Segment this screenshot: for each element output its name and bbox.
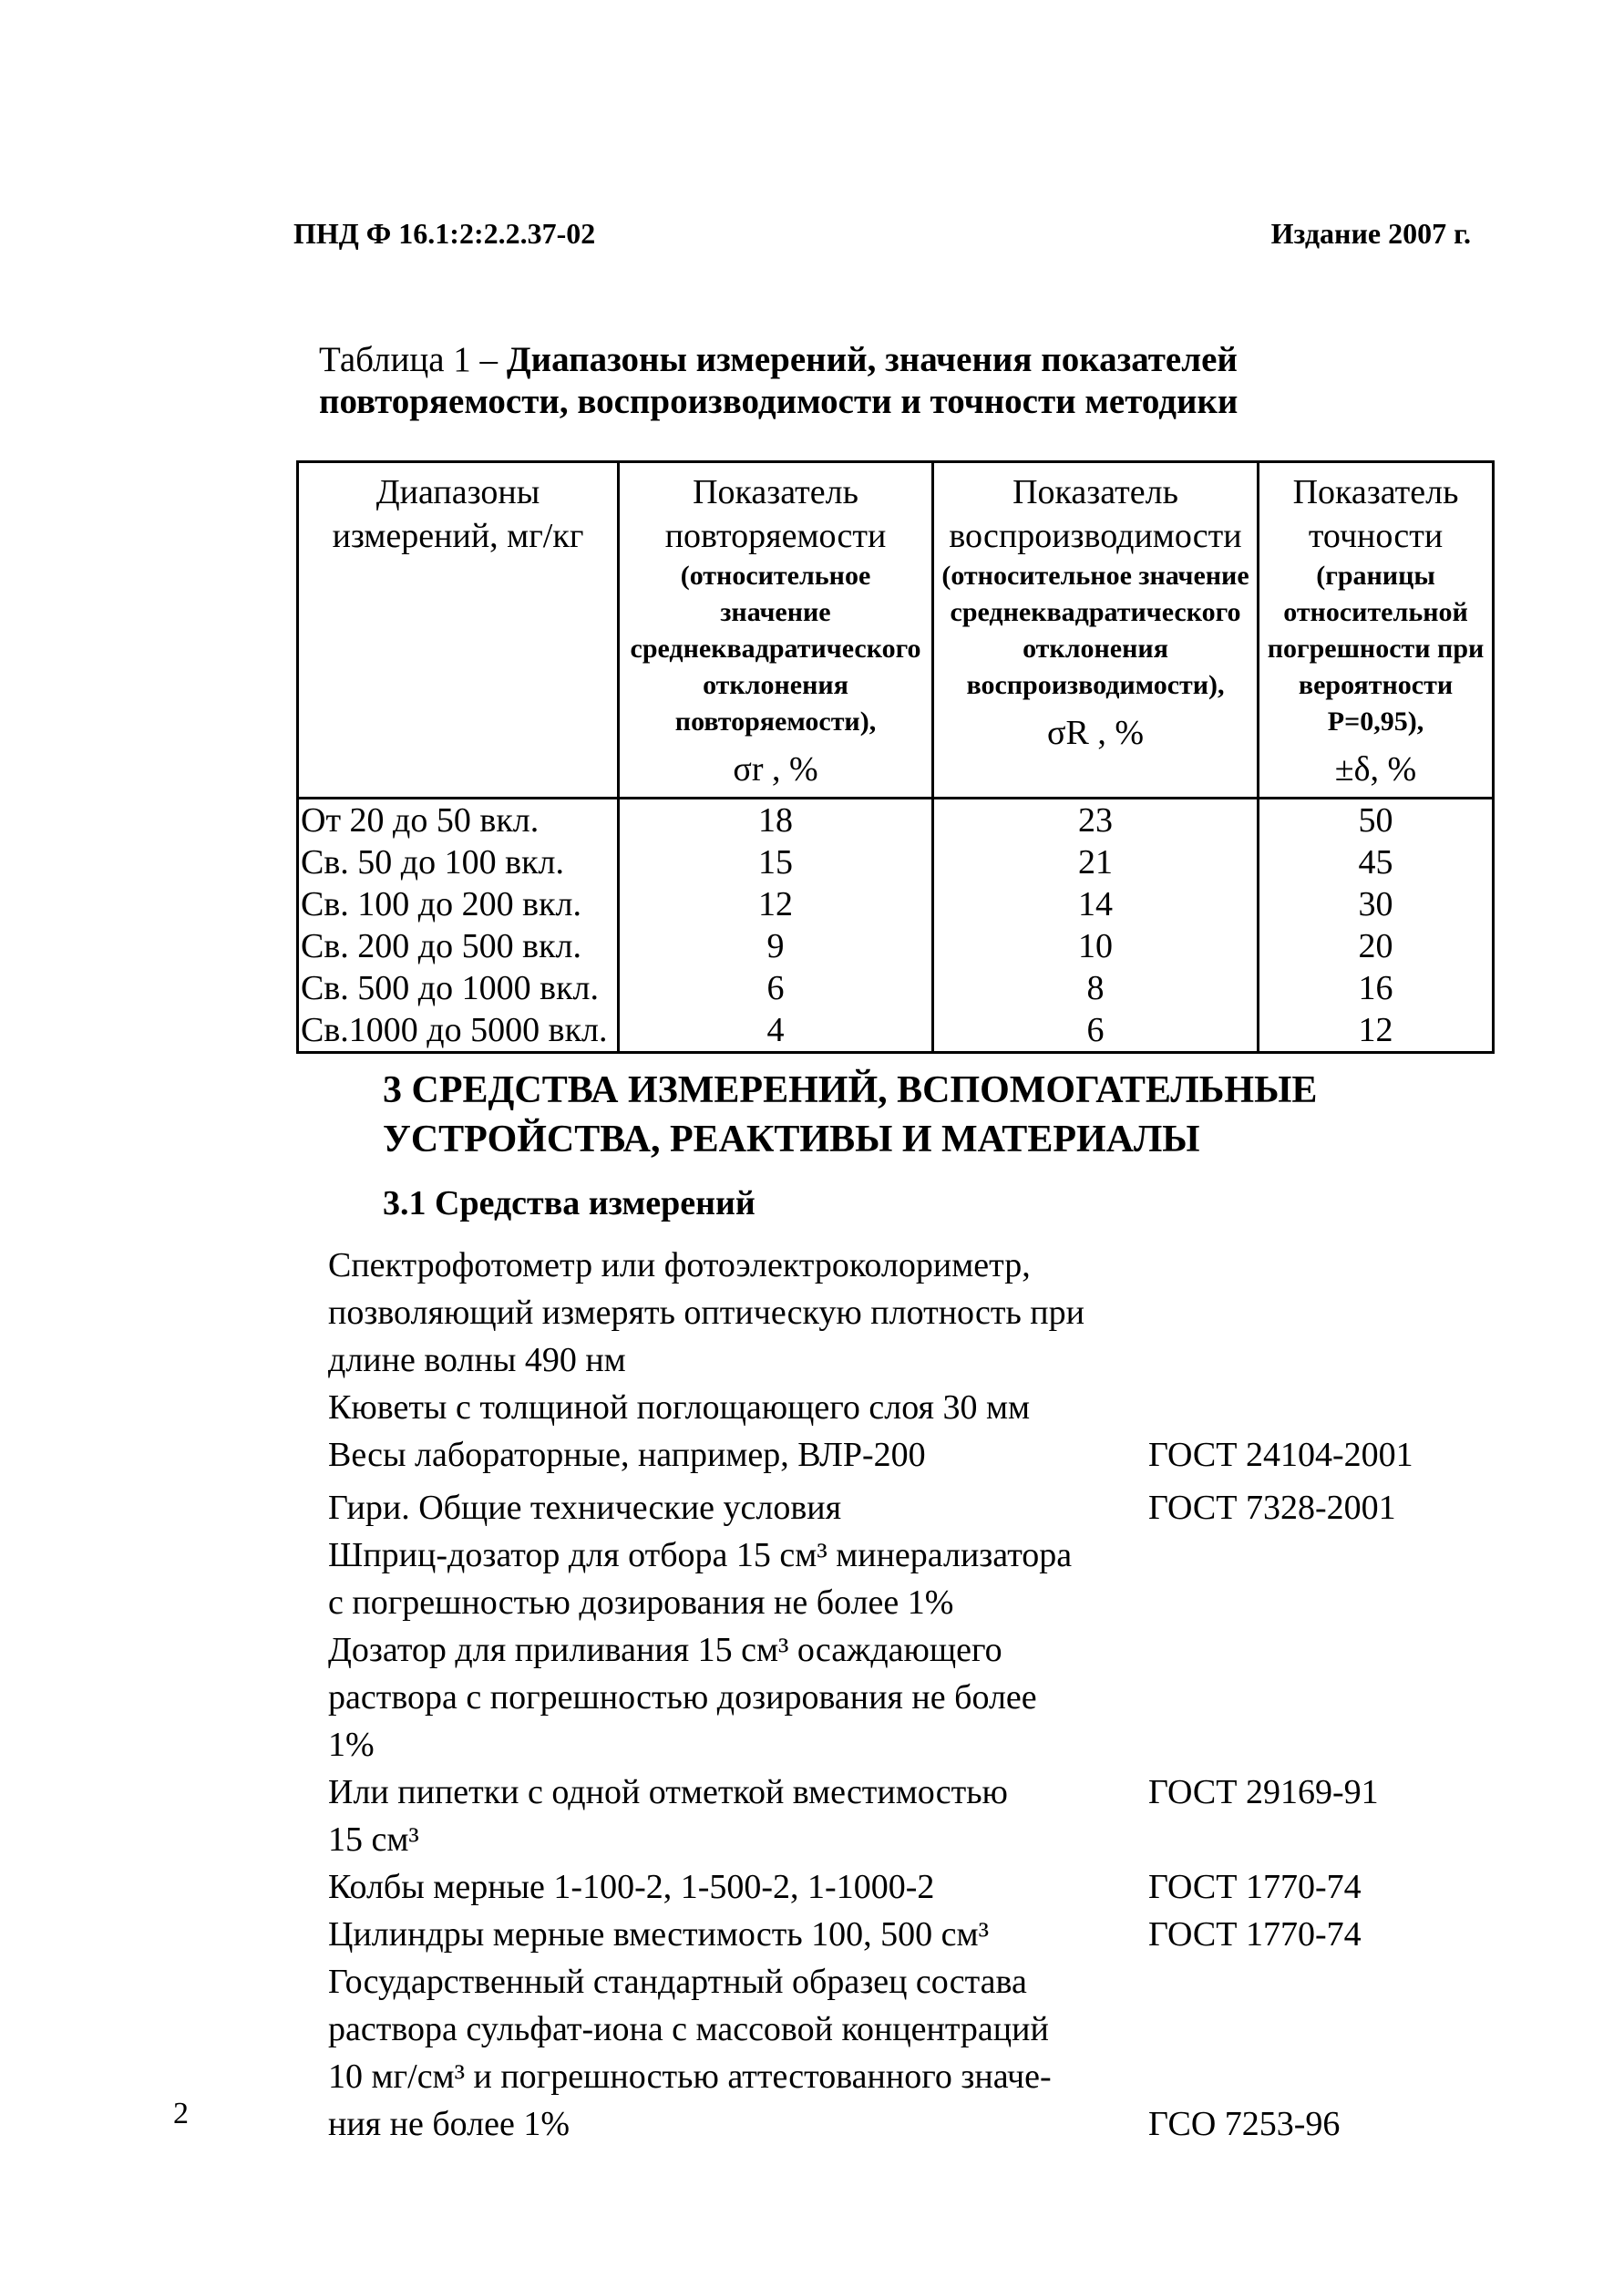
table-cell: 12 <box>619 883 933 925</box>
table-cell: 8 <box>933 967 1259 1009</box>
column-title: Показатель воспроизводимости <box>949 473 1242 555</box>
table-cell: 4 <box>619 1009 933 1053</box>
table-cell: 30 <box>1259 883 1494 925</box>
column-subtitle: (относительное значение среднеквадратического отклонения воспроизводимости), <box>941 561 1249 700</box>
table-cell: 21 <box>933 841 1259 883</box>
equipment-item-text: с погрешностью дозирования не более 1% <box>328 1583 954 1622</box>
equipment-item-text: позволяющий измерять оптическую плотность при <box>328 1294 1084 1332</box>
equipment-item-text: Государственный стандартный образец состава <box>328 1963 1027 2001</box>
table-header-cell <box>1259 462 1494 799</box>
equipment-item-standard: ГОСТ 1770-74 <box>1148 1868 1362 1906</box>
table-cell: 23 <box>933 799 1259 842</box>
table-cell: 16 <box>1259 967 1494 1009</box>
equipment-item <box>328 1816 1549 1863</box>
table-cell: 12 <box>1259 1009 1494 1053</box>
table-row <box>298 925 1494 967</box>
equipment-item-text: Шприц-дозатор для отбора 15 см³ минерализатора <box>328 1536 1073 1574</box>
equipment-item-text: раствора сульфат-иона с массовой концентраций <box>328 2010 1049 2048</box>
table-header-cell <box>298 462 619 799</box>
equipment-item-standard: ГОСТ 24104-2001 <box>1148 1436 1413 1474</box>
document-code: ПНД Ф 16.1:2:2.2.37-02 <box>293 217 596 250</box>
equipment-item-text: ния не более 1% <box>328 2105 570 2143</box>
equipment-item <box>328 1626 1549 1674</box>
table-row <box>298 1009 1494 1053</box>
equipment-item-text: Дозатор для приливания 15 см³ осаждающего <box>328 1631 1002 1669</box>
equipment-item <box>328 1431 1549 1479</box>
table-row <box>298 967 1494 1009</box>
table-row <box>298 883 1494 925</box>
table-cell: 14 <box>933 883 1259 925</box>
column-title: Показатель повторяемости <box>664 473 887 555</box>
equipment-item <box>328 2100 1549 2148</box>
equipment-item <box>328 1958 1549 2006</box>
table-header-row <box>298 462 1494 799</box>
table-cell: Св.1000 до 5000 вкл. <box>298 1009 619 1053</box>
section-title-line-2: УСТРОЙСТВА, РЕАКТИВЫ И МАТЕРИАЛЫ <box>383 1119 1200 1160</box>
table-cell: 50 <box>1259 799 1494 842</box>
equipment-item-text: Цилиндры мерные вместимость 100, 500 см³ <box>328 1915 989 1954</box>
table-caption <box>319 339 1495 423</box>
column-symbol: σR , % <box>1047 714 1144 752</box>
table-cell: 6 <box>933 1009 1259 1053</box>
equipment-item <box>328 2006 1549 2053</box>
table-cell: Св. 50 до 100 вкл. <box>298 841 619 883</box>
equipment-item <box>328 1579 1549 1626</box>
equipment-item-standard: ГОСТ 1770-74 <box>1148 1915 1362 1954</box>
table-cell: Св. 100 до 200 вкл. <box>298 883 619 925</box>
equipment-item <box>328 1484 1549 1531</box>
equipment-item <box>328 1531 1549 1579</box>
equipment-item <box>328 2053 1549 2100</box>
table-cell: Св. 500 до 1000 вкл. <box>298 967 619 1009</box>
table-header-cell <box>619 462 933 799</box>
table-row <box>298 799 1494 842</box>
edition-label: Издание 2007 г. <box>1270 217 1471 250</box>
table-cell: 10 <box>933 925 1259 967</box>
equipment-item <box>328 1336 1549 1384</box>
equipment-item-standard: ГОСТ 29169-91 <box>1148 1773 1379 1811</box>
table-cell: 9 <box>619 925 933 967</box>
table-cell: 20 <box>1259 925 1494 967</box>
equipment-item-text: Или пипетки с одной отметкой вместимостью <box>328 1773 1008 1811</box>
table-cell: 15 <box>619 841 933 883</box>
column-symbol: σr , % <box>733 750 818 789</box>
equipment-item <box>328 1721 1549 1769</box>
equipment-item <box>328 1674 1549 1721</box>
section-title-line-1: 3 СРЕДСТВА ИЗМЕРЕНИЙ, ВСПОМОГАТЕЛЬНЫЕ <box>383 1069 1318 1111</box>
table-cell: 45 <box>1259 841 1494 883</box>
table-cell: 18 <box>619 799 933 842</box>
equipment-item-text: 1% <box>328 1726 375 1764</box>
equipment-item-text: Колбы мерные 1-100-2, 1-500-2, 1-1000-2 <box>328 1868 935 1906</box>
subsection-title: 3.1 Средства измерений <box>383 1184 755 1222</box>
equipment-item-text: раствора с погрешностью дозирования не более <box>328 1678 1037 1717</box>
table-row <box>298 841 1494 883</box>
table-cell: 6 <box>619 967 933 1009</box>
equipment-item-text: 10 мг/см³ и погрешностью аттестованного значе- <box>328 2057 1052 2096</box>
column-title: Показатель точности <box>1292 473 1459 555</box>
equipment-item-text: Гири. Общие технические условия <box>328 1489 842 1527</box>
equipment-item-text: Весы лабораторные, например, ВЛР-200 <box>328 1436 926 1474</box>
data-table <box>296 460 1495 1054</box>
equipment-item <box>328 1242 1549 1289</box>
equipment-item-standard: ГОСТ 7328-2001 <box>1148 1489 1396 1527</box>
equipment-item <box>328 1384 1549 1431</box>
equipment-item-text: 15 см³ <box>328 1820 419 1859</box>
table-caption-text: Диапазоны измерений, значения показателей повторяемости, воспроизводимости и точности методики <box>319 340 1239 422</box>
table-cell: Св. 200 до 500 вкл. <box>298 925 619 967</box>
table-header-cell <box>933 462 1259 799</box>
table-caption-lead: Таблица 1 – <box>319 340 499 379</box>
equipment-item <box>328 1289 1549 1336</box>
equipment-item-standard: ГСО 7253-96 <box>1148 2105 1341 2143</box>
page-number: 2 <box>173 2097 189 2130</box>
column-subtitle: (границы относительной погрешности при вероятности P=0,95), <box>1267 561 1485 737</box>
column-title: Диапазоны измерений, мг/кг <box>332 473 584 555</box>
equipment-item <box>328 1769 1549 1816</box>
equipment-list <box>328 1242 1549 2148</box>
equipment-item <box>328 1863 1549 1911</box>
equipment-item-text: Спектрофотометр или фотоэлектроколориметр, <box>328 1246 1031 1284</box>
column-subtitle: (относительное значение среднеквадратического отклонения повторяемости), <box>630 561 921 737</box>
equipment-item-text: длине волны 490 нм <box>328 1341 626 1379</box>
column-symbol: ±δ, % <box>1334 750 1417 789</box>
equipment-item <box>328 1911 1549 1958</box>
table-cell: От 20 до 50 вкл. <box>298 799 619 842</box>
equipment-item-text: Кюветы с толщиной поглощающего слоя 30 мм <box>328 1388 1031 1427</box>
